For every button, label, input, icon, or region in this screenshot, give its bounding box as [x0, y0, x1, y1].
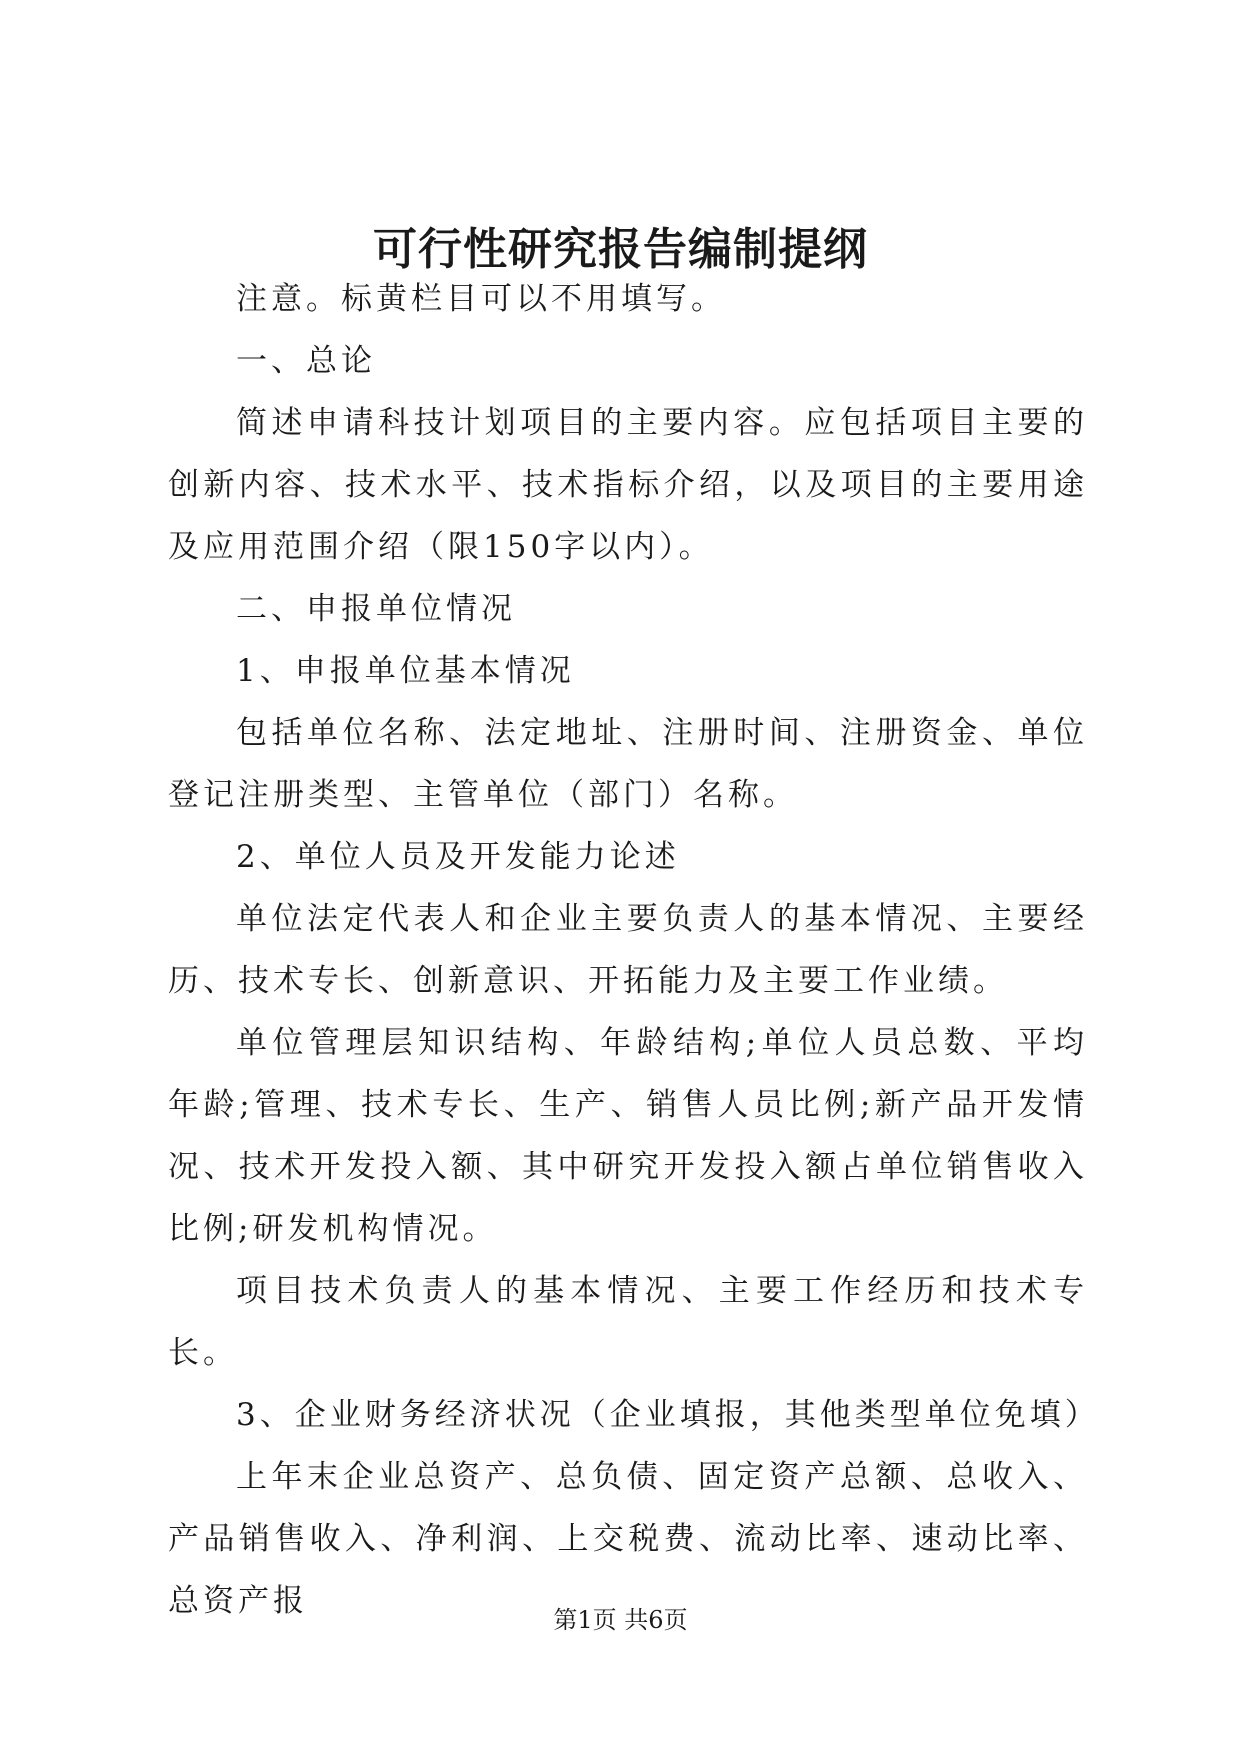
paragraph-note: 注意。标黄栏目可以不用填写。	[236, 281, 726, 317]
paragraph-basic-info: 包括单位名称、法定地址、注册时间、注册资金、单位登记注册类型、主管单位（部门）名称。	[168, 715, 1088, 813]
subheading-basic-info: 1、申报单位基本情况	[236, 653, 575, 689]
paragraph-tech-lead: 项目技术负责人的基本情况、主要工作经历和技术专长。	[168, 1273, 1088, 1371]
heading-overview: 一、总论	[236, 343, 376, 379]
paragraph-overview: 简述申请科技计划项目的主要内容。应包括项目主要的创新内容、技术水平、技术指标介绍，以及项目的主要用途及应用范围介绍（限150字以内）。	[168, 405, 1088, 565]
paragraph-management: 单位管理层知识结构、年龄结构;单位人员总数、平均年龄;管理、技术专长、生产、销售人员比例;新产品开发情况、技术开发投入额、其中研究开发投入额占单位销售收入比例;研发机构情况。	[168, 1025, 1088, 1247]
paragraph-legal-rep: 单位法定代表人和企业主要负责人的基本情况、主要经历、技术专长、创新意识、开拓能力及主要工作业绩。	[168, 901, 1088, 999]
paragraph-finance: 上年末企业总资产、总负债、固定资产总额、总收入、产品销售收入、净利润、上交税费、流动比率、速动比率、总资产报	[168, 1459, 1088, 1619]
heading-applicant: 二、申报单位情况	[236, 591, 516, 627]
subheading-finance: 3、企业财务经济状况（企业填报，其他类型单位免填）	[236, 1397, 1100, 1433]
page-footer: 第1页 共6页	[553, 1606, 688, 1634]
subheading-personnel: 2、单位人员及开发能力论述	[236, 839, 680, 875]
document-title: 可行性研究报告编制提纲	[373, 224, 868, 275]
document-body	[168, 268, 1100, 1632]
